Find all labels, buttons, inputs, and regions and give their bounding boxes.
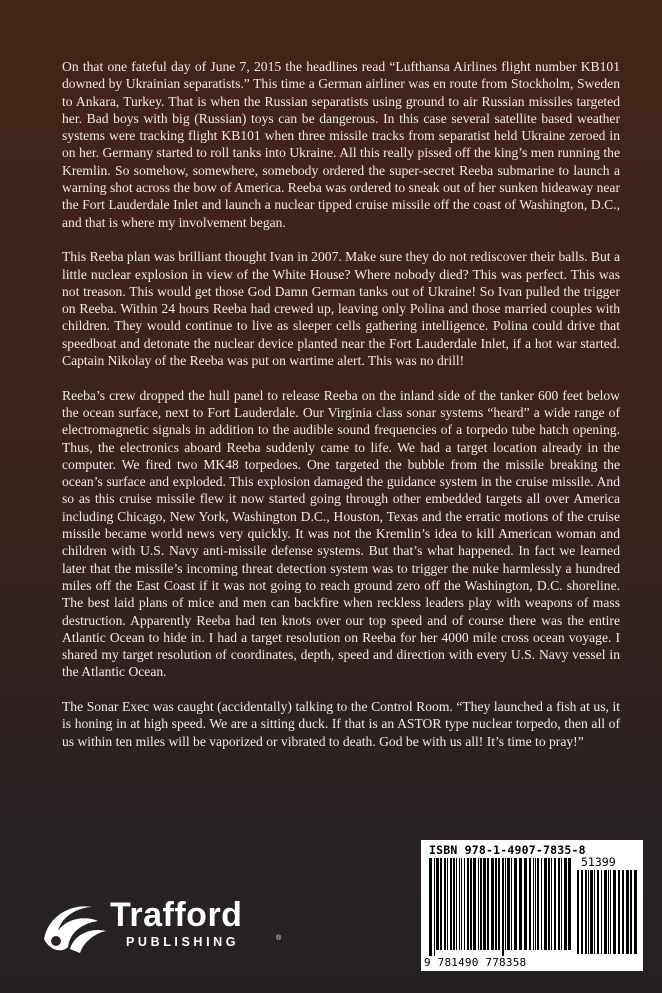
barcode-bar (634, 870, 637, 954)
barcode-bar (541, 858, 542, 950)
barcode-bar (429, 858, 432, 956)
barcode-bar (564, 858, 567, 950)
barcode-bar (480, 858, 482, 950)
barcode-bar (630, 870, 632, 954)
barcode-bar (590, 870, 593, 954)
barcode-bar (558, 858, 560, 950)
barcode-bar (561, 858, 562, 950)
barcode-bar (436, 858, 439, 950)
barcode-bar (505, 858, 506, 950)
barcode-bar (461, 858, 462, 950)
barcode-bar (577, 870, 579, 954)
barcode-bar (613, 870, 616, 954)
barcode-bar (478, 858, 479, 950)
barcode-bar (535, 858, 536, 950)
barcode-bar (507, 858, 510, 950)
paragraph: This Reeba plan was brilliant thought Ivan in 2007. Make sure they do not rediscover their balls. But a little nuclear explosion in view of the White House? Where nobody died? This was perfect. This was not treason. This would get those God Damn German tanks out of Ukraine! So Ivan pulled the trigger on Reeba. Within 24 hours Reeba had crewed up, leaving only Polina and those married couples with children. They would continue to live as sleeper cells gathering intelligence. Polina could drive that speedboat and detonate the nuclear device planted near the Fort Lauderdale Inlet, if a hot war started. Captain Nikolay of the Reeba was put on wartime alert. This was no drill! (62, 249, 620, 369)
barcode-bar (444, 858, 446, 950)
barcode-bar (548, 858, 550, 950)
barcode-bar (533, 858, 534, 950)
barcode-bar (483, 858, 486, 950)
barcode-addon-bars (577, 870, 637, 954)
barcode-bar (622, 870, 624, 954)
barcode-bar (594, 870, 595, 954)
barcode-bar (456, 858, 457, 950)
barcode-bar (498, 858, 500, 950)
wave-swirl-icon (40, 895, 112, 967)
barcode-addon-code: 51399 (581, 855, 616, 869)
publisher-name: Trafford (110, 896, 243, 934)
barcode-bar (434, 858, 435, 956)
publisher-logo (40, 895, 300, 967)
barcode-bar (450, 858, 452, 950)
barcode-bar (551, 858, 552, 950)
barcode-bar (473, 858, 476, 950)
barcode-bar (524, 858, 527, 950)
barcode-bars (429, 858, 574, 956)
barcode-bar (537, 858, 539, 950)
barcode-bar (604, 870, 607, 954)
paragraph: The Sonar Exec was caught (accidentally) talking to the Control Room. “They launched a fish at us, it is honing in at high speed. We are a sitting duck. If that is an ASTOR type nuclear torpedo, then all of us within ten miles will be vaporized or vibrated to death. God be with us all! It’s time to pray!” (62, 698, 620, 749)
barcode-bar (511, 858, 512, 950)
barcode-bar (585, 870, 587, 954)
barcode-bar (519, 858, 522, 950)
barcode-bar (608, 870, 609, 954)
barcode-bar (529, 858, 531, 950)
paragraph: On that one fateful day of June 7, 2015 the headlines read “Lufthansa Airlines flight number KB101 downed by Ukrainian separatists.” This time a German airliner was en route from Stockholm, Sweden to Ankara, Turkey. That is when the Russian separatists using ground to air Russian missiles targeted her. Bad boys with big (Russian) toys can be dangerous. In this case several satellite based weather systems were tracking flight KB101 when three missile tracks from separatist held Ukraine zeroed in on her. Germany started to roll tanks into Ukraine. All this really pissed off the king’s men running the Kremlin. So somehow, somewhere, somebody ordered the super-secret Reeba submarine to launch a warning shot across the bow of America. Reeba was ordered to sneak out of her sunken hideaway near the Fort Lauderdale Inlet and launch a nuclear tipped cruise missile off the coast of Washington, D.C., and that is where my involvement began. (62, 59, 620, 230)
barcode-bar (568, 858, 571, 950)
barcode-bar (544, 858, 547, 950)
barcode-bar (495, 858, 497, 950)
barcode-bar (453, 858, 455, 950)
barcode-bar (581, 870, 583, 954)
isbn-barcode (421, 840, 643, 971)
barcode-bar (467, 858, 469, 950)
barcode-bar (502, 858, 504, 956)
isbn-label: ISBN 978-1-4907-7835-8 (429, 843, 586, 857)
barcode-bar (618, 870, 620, 954)
barcode-digits: 9 781490 778358 (424, 956, 527, 969)
barcode-bar (554, 858, 556, 950)
barcode-bar (447, 858, 448, 950)
barcode-bar (601, 870, 602, 954)
barcode-bar (597, 870, 599, 954)
barcode-bar (610, 870, 611, 954)
barcode-bar (588, 870, 589, 954)
barcode-bar (491, 858, 494, 950)
barcode-bar (440, 858, 442, 950)
barcode-bar (626, 870, 629, 954)
publisher-tagline: PUBLISHING (126, 935, 240, 949)
back-cover-text (62, 58, 620, 767)
barcode-bar (464, 858, 465, 950)
registered-mark: ® (276, 935, 282, 942)
paragraph: Reeba’s crew dropped the hull panel to release Reeba on the inland side of the tanker 600 feet below the ocean surface, next to Fort Lauderdale. Our Virginia class sonar systems “heard” a wide range of electromagnetic signals in addition to the audible sound frequencies of a torpedo tube hatch opening. Thus, the electronics aboard Reeba suddenly came to life. We had a target location already in the computer. We fired two MK48 torpedoes. One targeted the bubble from the missile breaking the ocean’s surface and exploded. This explosion damaged the guidance system in the cruise missile. And so as this cruise missile flew it now started going through other embedded targets all over America including Chicago, New York, Washington D.C., Houston, Texas and the erratic motions of the cruise missile became world news very quickly. It was not the Kremlin’s idea to kill American woman and children with U.S. Navy anti-missile defense systems. But that’s what happened. In fact we learned later that the missile’s incoming threat detection system was to trigger the nuke harmlessly a hundred miles off the East Coast if it was not going to reach ground zero off the Washington, D.C. shoreline. The best laid plans of mice and men can backfire when reckless leaders play with weapons of mass destruction. Apparently Reeba had ten knots over our top speed and of course there was the entire Atlantic Ocean to hide in. I had a target resolution on Reeba for her 4000 mile cross ocean voyage. I shared my target resolution of coordinates, depth, speed and direction with every U.S. Navy vessel in the Atlantic Ocean. (62, 387, 620, 680)
barcode-bar (514, 858, 517, 950)
barcode-bar (487, 858, 489, 950)
barcode-bar (459, 858, 460, 950)
barcode-bar (470, 858, 472, 950)
